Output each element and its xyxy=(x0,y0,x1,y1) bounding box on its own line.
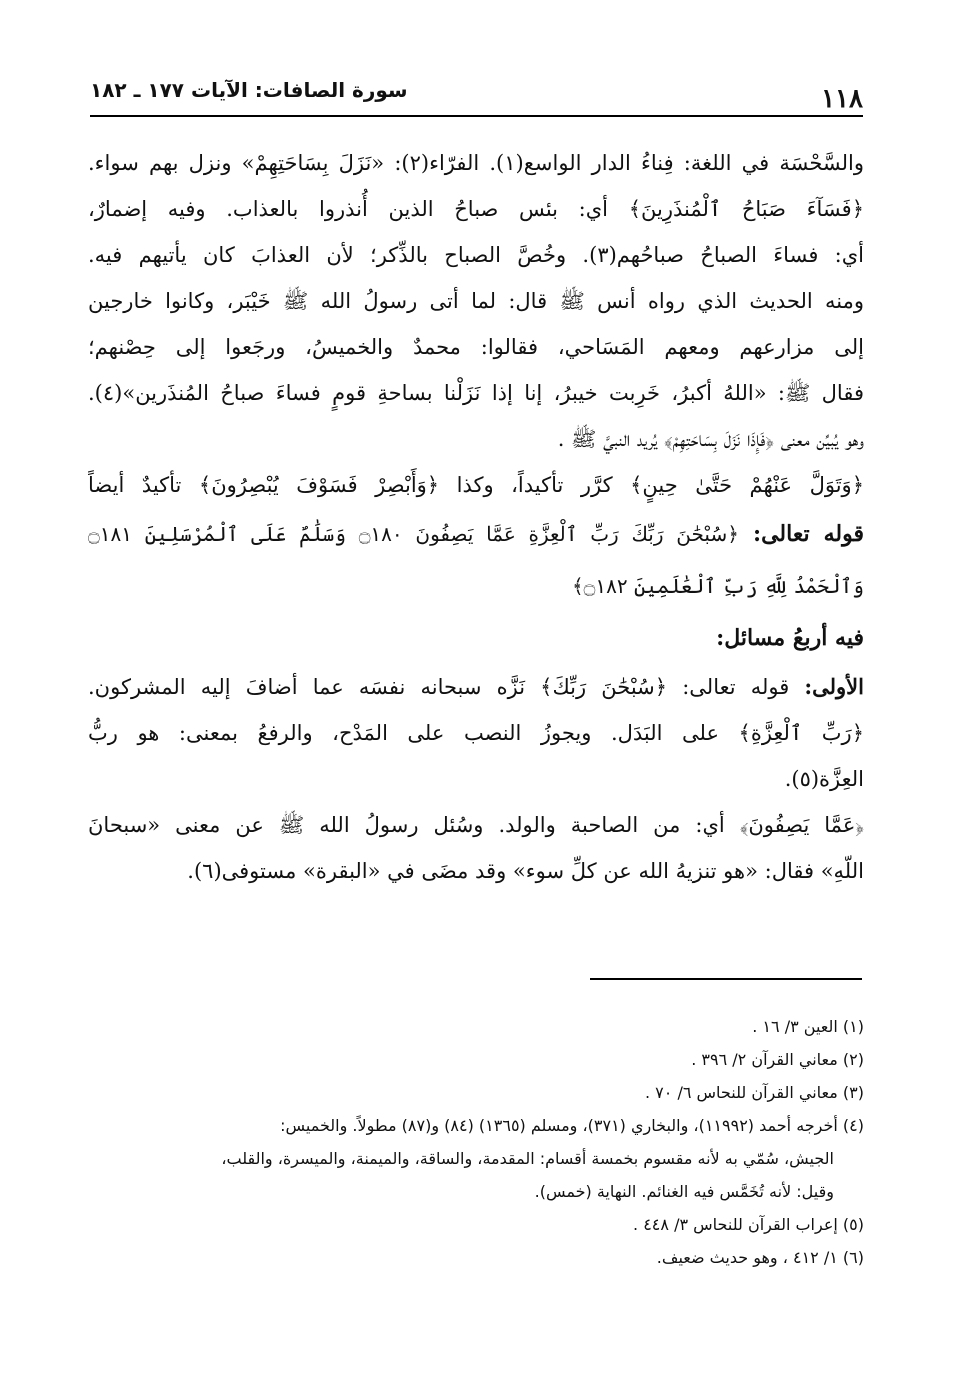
footnote-continuation: وقيل: لأنه تُخَمَّس فيه الغنائم. النهاية (خمس). xyxy=(534,1182,834,1201)
text-line: إلى مزارعهم ومعهم المَسَاحي، فقالوا: محمدٌ والخميسُ، ورجَعوا إلى حِصْنهم؛ xyxy=(88,335,864,359)
issue-label: الأولى: xyxy=(804,674,864,699)
header-rule xyxy=(90,115,863,117)
footnote: (٦) ١/ ٤١٢ ، وهو حديث ضعيف. xyxy=(656,1248,864,1267)
text-line: أي: فساءَ الصباحُ صباحُهم(٣). وخُصَّ الصباح بالذِّكر؛ لأن العذابَ كان يأتيهم فيه. xyxy=(88,243,864,267)
text-line: ومنه الحديث الذي رواه أنس ﷺ قال: لما أتى رسولُ الله ﷺ خَيْبَر، وكانوا خارجين xyxy=(88,289,864,313)
main-text xyxy=(88,140,864,894)
text-line: اللّهِ» فقال: «هو تنزيهُ الله عن كلِّ سوء» وقد مضَى في «البقرة» مستوفى(٦). xyxy=(187,859,864,883)
footnote-rule xyxy=(590,978,862,980)
issues-heading: فيه أربعُ مسائل: xyxy=(716,625,864,651)
verse-text: ﴿سُبْحَٰنَ رَبِّكَ رَبِّ ٱلْعِزَّةِ عَمَّا يَصِفُونَ ۝١٨٠ وَسَلَٰمٌ عَلَى ٱلْمُرْسَلِينَ ۝١٨١ xyxy=(88,522,739,546)
footnote: (١) العين ٣/ ١٦ . xyxy=(752,1017,864,1036)
running-title: سورة الصافات: الآيات ١٧٧ ـ ١٨٢ xyxy=(90,78,408,102)
text-line: ﴿فَسَآءَ صَبَاحُ ٱلْمُنذَرِينَ﴾ أي: بئس صباحُ الذين أُنذروا بالعذاب. وفيه إضمارٌ، xyxy=(88,197,864,221)
footnote-continuation: الجيش، سُمّي به لأنه مقسوم بخمسة أقسام: المقدمة، والساقة، والميمنة، والميسرة، والقلب، xyxy=(221,1149,834,1168)
footnote: (٥) إعراب القرآن للنحاس ٣/ ٤٤٨ . xyxy=(633,1215,864,1234)
footnote: (٤) أخرجه أحمد (١١٩٩٢)، والبخاري (٣٧١)، ومسلم (١٣٦٥) (٨٤) و(٨٧) مطولاً. والخميس: xyxy=(280,1116,864,1135)
text-line: ﴿عَمَّا يَصِفُونَ﴾ أي: من الصاحبة والولد. وسُئل رسولُ الله ﷺ عن معنى «سبحانَ xyxy=(88,813,864,837)
text-line: العِزَّة(٥). xyxy=(784,767,864,791)
text-line: فقال ﷺ: «اللهُ أكبرُ، خَرِبت خيبرُ، إنا إذا نَزَلْنا بساحةِ قومٍ فساءَ صباحُ المُنذَرين»(٤). xyxy=(88,381,864,405)
text-line xyxy=(88,664,864,710)
text-line: والسَّحْسَة في اللغة: فِناءُ الدار الواسع(١). الفرّاء(٢): «نَزَلَ بِسَاحَتِهِمْ» ونزل بهم سواء. xyxy=(88,151,864,175)
text-line: ﴿رَبِّ ٱلْعِزَّةِ﴾ على البَدَل. ويجوزُ النصب على المَدْح، والرفعُ بمعنى: هو ربُّ xyxy=(88,721,864,745)
verse-heading-line-2 xyxy=(88,560,864,612)
page-number: ١١٨ xyxy=(821,84,863,114)
footnote: (٢) معاني القرآن ٢/ ٣٩٦ . xyxy=(691,1050,864,1069)
footnotes xyxy=(88,1010,864,1274)
text-line: ﴿وَتَوَلَّ عَنْهُمْ حَتَّىٰ حِينٍ﴾ كرَّر تأكيداً، وكذا ﴿وَأَبْصِرْ فَسَوْفَ يُبْصِرُونَ﴾ تأكيدٌ أيضاً xyxy=(88,473,864,497)
verse-heading-line-1 xyxy=(88,508,864,560)
footnote: (٣) معاني القرآن للنحاس ٦/ ٧٠ . xyxy=(645,1083,864,1102)
text-line: وهو يُبيِّن معنى ﴿فَإِذَا نَزَلَ بِسَاحَتِهِمْ﴾ يُريد النبيَّ ﷺ . xyxy=(557,427,864,451)
issue-text: قوله تعالى: ﴿سُبْحَٰنَ رَبِّكَ﴾ نَزَّه سبحانه نفسَه عما أضافَ إليه المشركون. xyxy=(88,675,805,699)
verse-heading-label: قوله تعالى: xyxy=(752,521,864,547)
verse-text: وَٱلْحَمْدُ لِلَّهِ رَبِّ ٱلْعَٰلَمِينَ ۝١٨٢﴾ xyxy=(571,574,864,598)
page-header xyxy=(90,72,863,112)
